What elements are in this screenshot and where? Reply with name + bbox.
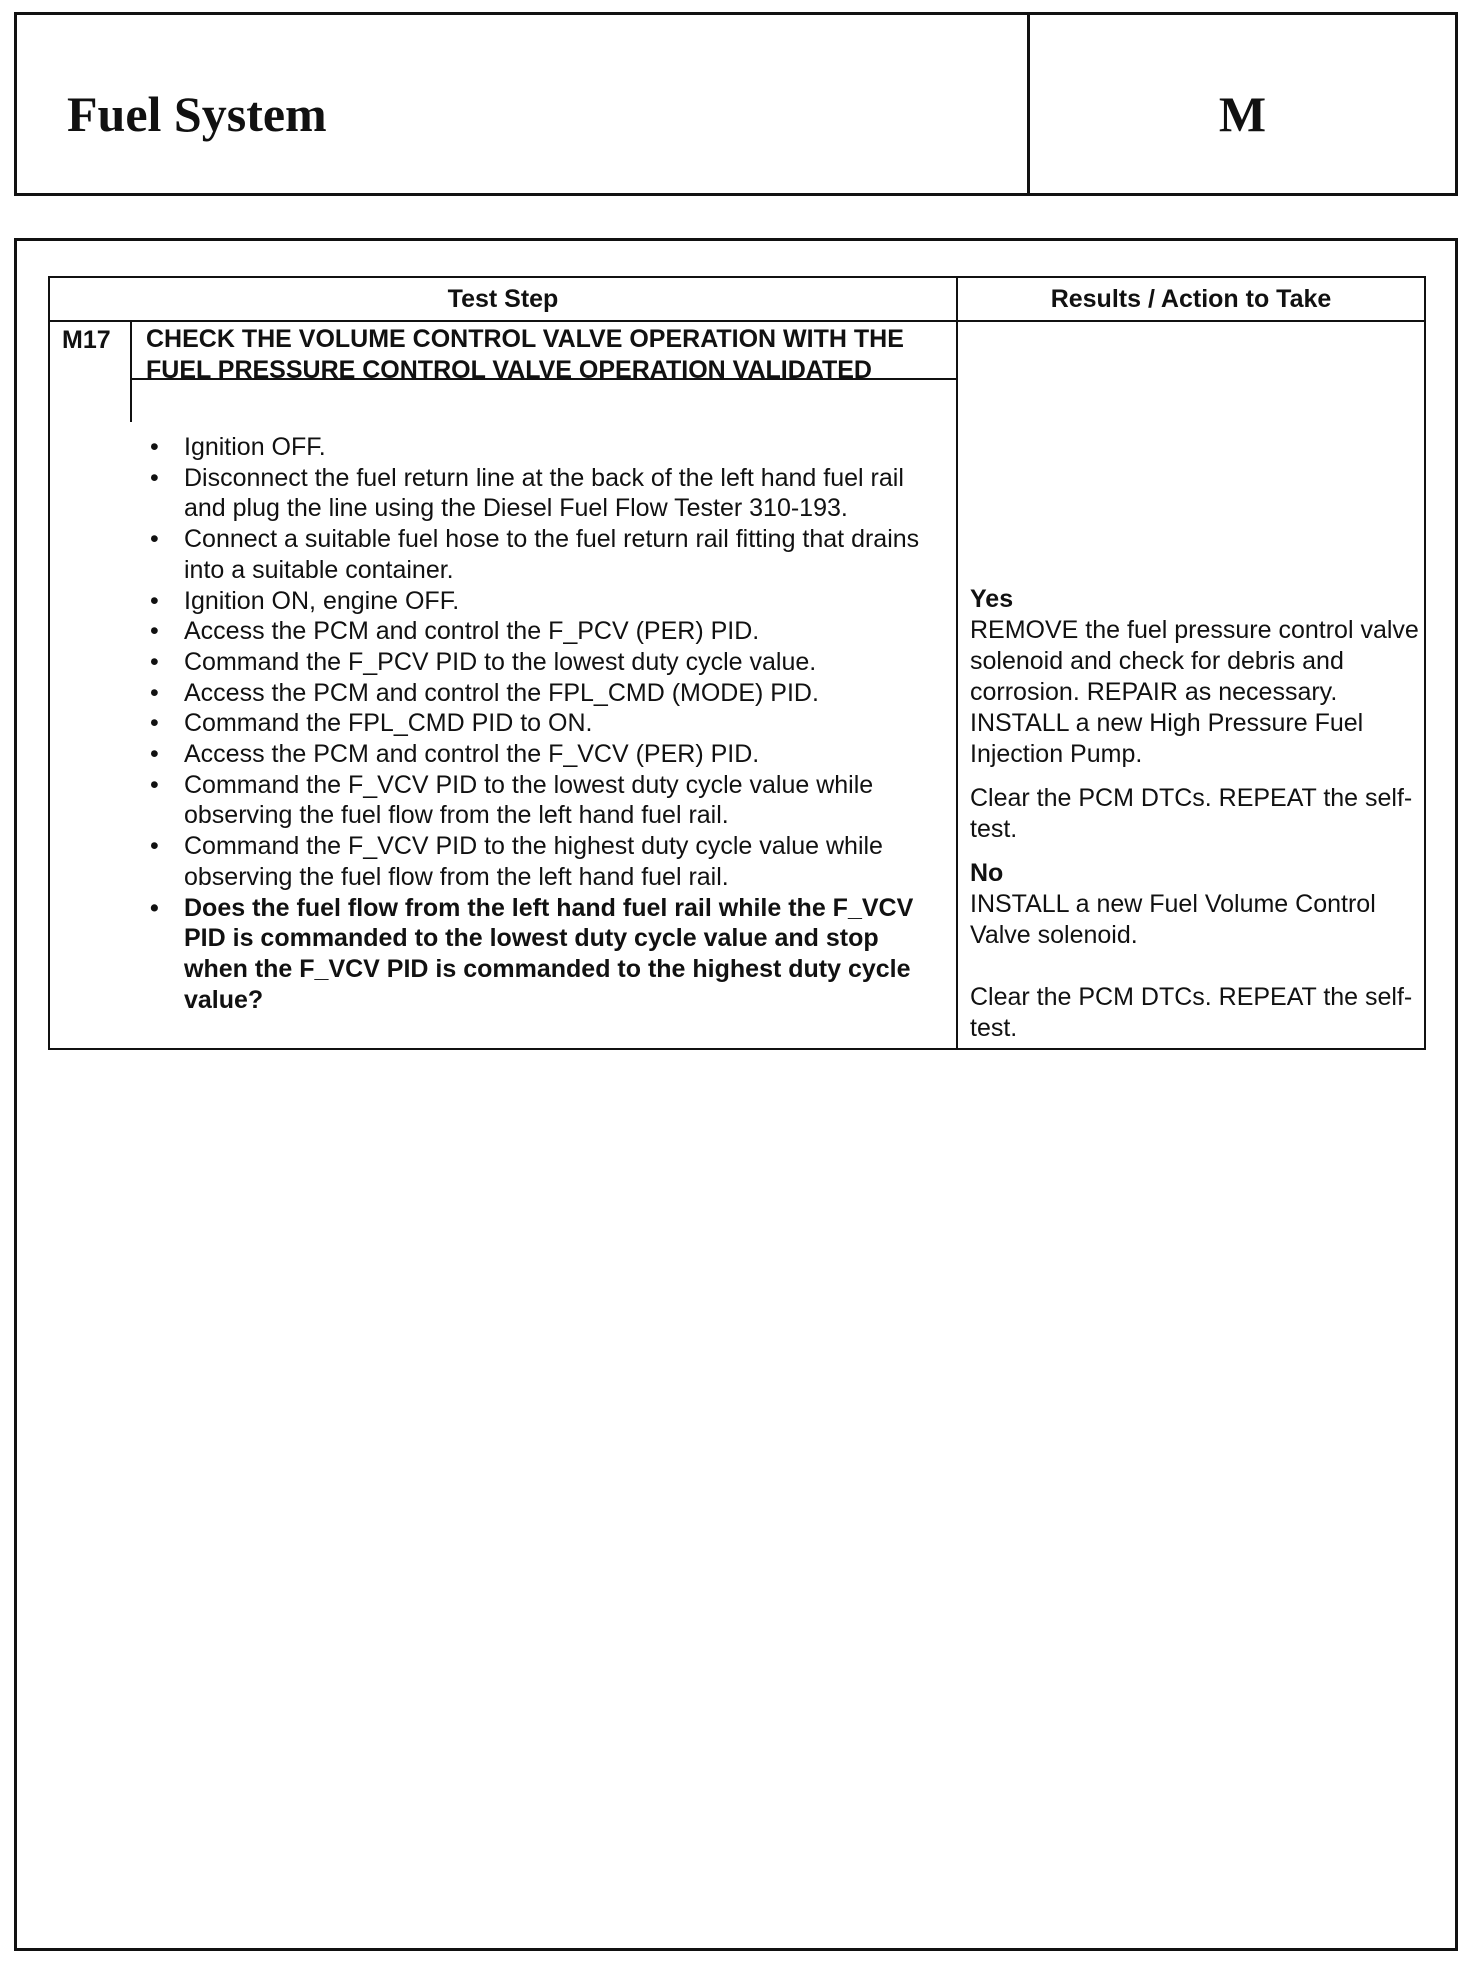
step-text: Command the F_PCV PID to the lowest duty cycle value. <box>184 647 817 676</box>
step-text: Connect a suitable fuel hose to the fuel return rail fitting that drains into a suitable container. <box>184 525 920 584</box>
step-title: CHECK THE VOLUME CONTROL VALVE OPERATION WITH THE FUEL PRESSURE CONTROL VALVE OPERATION VALIDATED <box>146 325 904 384</box>
results-column <box>970 584 1422 1044</box>
header-results: Results / Action to Take <box>1050 284 1332 313</box>
no-followup: Clear the PCM DTCs. REPEAT the self-test. <box>970 983 1413 1042</box>
bullet-icon: • <box>150 709 159 738</box>
bullet-icon: • <box>150 463 159 492</box>
step-text: Access the PCM and control the F_PCV (PER) PID. <box>184 617 760 646</box>
step-text: Command the F_VCV PID to the lowest duty cycle value while observing the fuel flow from the left hand fuel rail. <box>184 770 874 830</box>
bullet-icon: • <box>150 433 159 461</box>
step-text: Command the F_VCV PID to the highest duty cycle value while observing the fuel flow from the left hand fuel rail. <box>184 832 883 891</box>
bullet-icon: • <box>150 617 159 646</box>
test-step-list <box>142 432 932 1015</box>
bullet-icon: • <box>150 893 159 922</box>
list-item <box>142 432 932 463</box>
page-title: Fuel System <box>67 86 327 142</box>
bullet-icon: • <box>150 678 159 707</box>
bullet-icon: • <box>150 740 159 769</box>
step-id-divider <box>130 320 132 422</box>
yes-action: REMOVE the fuel pressure control valve solenoid and check for debris and corrosion. REPAIR as necessary. INSTALL a new High Pressure Fuel Injection Pump. <box>970 616 1419 768</box>
header-row-divider <box>50 320 1424 322</box>
list-item <box>142 524 932 585</box>
list-item <box>142 739 932 770</box>
yes-label: Yes <box>970 585 1014 613</box>
bullet-icon: • <box>150 647 159 676</box>
no-action: INSTALL a new Fuel Volume Control Valve solenoid. <box>970 890 1376 949</box>
step-id: M17 <box>62 326 111 354</box>
section-letter: M <box>1218 86 1267 142</box>
yes-followup: Clear the PCM DTCs. REPEAT the self-test. <box>970 784 1413 843</box>
step-text: Access the PCM and control the FPL_CMD (MODE) PID. <box>184 678 819 707</box>
step-question: Does the fuel flow from the left hand fuel rail while the F_VCV PID is commanded to the lowest duty cycle value and stop when the F_VCV PID is commanded to the highest duty cycle value? <box>184 893 914 1014</box>
no-label: No <box>970 859 1004 887</box>
bullet-icon: • <box>150 525 159 554</box>
list-item-question <box>142 893 932 1016</box>
step-text: Ignition ON, engine OFF. <box>184 586 460 615</box>
column-divider <box>956 278 958 1048</box>
list-item <box>142 831 932 892</box>
header-test-step: Test Step <box>447 284 559 313</box>
bullet-icon: • <box>150 586 159 615</box>
page-header <box>14 12 1458 196</box>
bullet-icon: • <box>150 832 159 861</box>
list-item <box>142 463 932 524</box>
list-item <box>142 678 932 709</box>
step-text: Disconnect the fuel return line at the back of the left hand fuel rail and plug the line using the Diesel Fuel Flow Tester 310-193. <box>184 463 904 523</box>
list-item <box>142 770 932 831</box>
list-item <box>142 647 932 678</box>
step-text: Ignition OFF. <box>184 433 326 461</box>
list-item <box>142 708 932 739</box>
list-item <box>142 616 932 647</box>
step-text: Access the PCM and control the F_VCV (PER) PID. <box>184 740 760 769</box>
bullet-icon: • <box>150 770 159 799</box>
step-text: Command the FPL_CMD PID to ON. <box>184 709 593 738</box>
list-item <box>142 586 932 617</box>
